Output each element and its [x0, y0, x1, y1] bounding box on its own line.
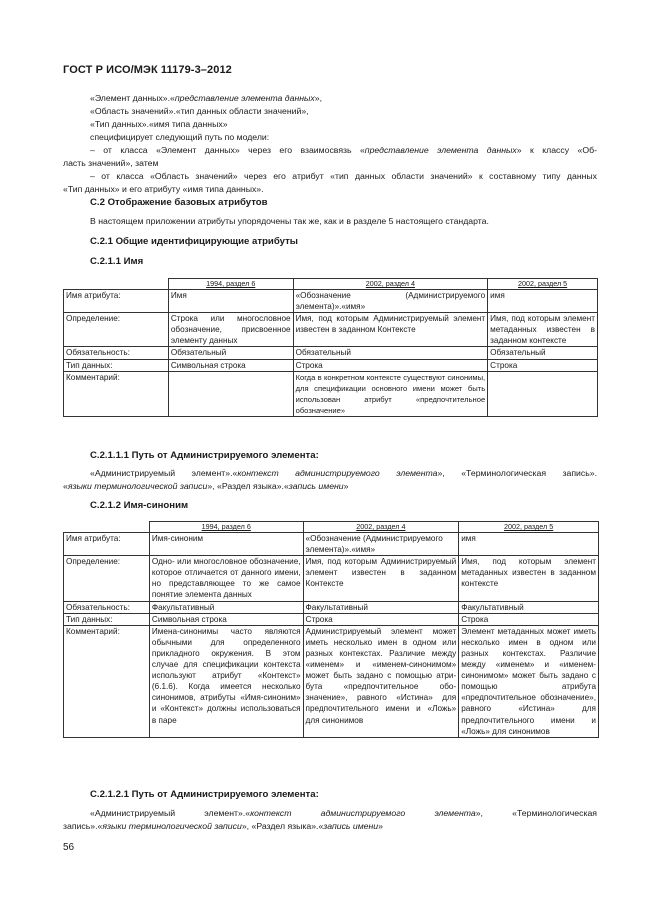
table-cell: Строка: [459, 613, 599, 625]
table-row: [64, 625, 599, 737]
table-cell: Обязательный: [293, 347, 488, 359]
table-row: [64, 556, 599, 601]
row-label: Комментарий:: [64, 371, 169, 416]
section-text-c2111: [63, 467, 597, 493]
table-row: [64, 359, 598, 371]
table-cell: Строка или многословное обозначение, присвоенное элементу данных: [168, 313, 293, 347]
table-cell: Символьная строка: [149, 613, 303, 625]
table-cell: Строка: [303, 613, 459, 625]
section-title-c2111: С.2.1.1.1 Путь от Администрируемого элемента:: [90, 450, 319, 461]
path-line: «Администрируемый элемент».«контекст администрируемого элемента», «Терминологическая запись».: [90, 468, 597, 478]
column-header: 2002, раздел 4: [303, 522, 459, 533]
table-cell: Имя, под которым Администрируемый элемент известен в заданном Контексте: [303, 556, 459, 601]
page-number: 56: [63, 842, 75, 853]
document-header: ГОСТ Р ИСО/МЭК 11179-3–2012: [63, 64, 232, 76]
intro-block: [63, 92, 597, 196]
table-row: [64, 371, 598, 416]
intro-line: «Элемент данных».«представление элемента данных»,: [90, 93, 322, 103]
table-cell: Администрируемый элемент может иметь несколько имен в одном или разных контекстах. Различие между «именем» и «именем-синонимом» может быть задано с помощью атрибута «предпочтительное обозначение», равного «Истина» для предпочтительного имени и «Ложь» для синонимов: [303, 625, 459, 737]
column-header: 1994, раздел 6: [168, 279, 293, 290]
table-cell: Факультативный: [149, 601, 303, 613]
table-cell: имя: [459, 533, 599, 556]
section-title-c21: С.2.1 Общие идентифицирующие атрибуты: [90, 236, 298, 247]
intro-line: – от класса «Область значений» через его атрибут «тип данных области значений» к составному типу данных: [90, 171, 597, 181]
table-cell: Символьная строка: [168, 359, 293, 371]
intro-line: «Область значений».«тип данных области значений»,: [90, 106, 309, 116]
table-row: [64, 613, 599, 625]
table-cell: Имя, под которым Администрируемый элемент известен в заданном Контексте: [293, 313, 488, 347]
row-label: Тип данных:: [64, 359, 169, 371]
intro-line: ласть значений», затем: [63, 158, 159, 168]
intro-line: «Тип данных».«имя типа данных»: [90, 119, 228, 129]
table-row: [64, 533, 599, 556]
table-cell: Одно- или многословное обозначение, которое отличается от данного имени, но представляющее то же самое понятие элемента данных: [149, 556, 303, 601]
column-header: 1994, раздел 6: [149, 522, 303, 533]
table-cell: Имя, под которым элемент метаданных известен в заданном контексте: [459, 556, 599, 601]
table-corner-cell: [64, 279, 169, 290]
path-line: «Администрируемый элемент».«контекст администрируемого элемента», «Терминологическая: [90, 808, 597, 818]
table-synonym-attributes: [63, 521, 599, 738]
table-cell: Строка: [488, 359, 598, 371]
table-cell: [488, 371, 598, 416]
column-header: 2002, раздел 5: [459, 522, 599, 533]
table-cell: имя: [488, 290, 598, 313]
table-cell: «Обозначение (Администрируемого элемента)».«имя»: [303, 533, 459, 556]
row-label: Определение:: [64, 313, 169, 347]
table-cell: [168, 371, 293, 416]
table-cell: Когда в конкретном контексте существуют синонимы, для спецификации основного имени может быть использован атрибут «предпочтительное обозначение»: [293, 371, 488, 416]
table-cell: Элемент метаданных может иметь несколько имен в одном или разных контекстах. Различие между «именем» и «именем-синонимом» может быть задано с помощью атрибута «предпочтительное обозначение», равного «Истина» для предпочтительного имени и «Ложь» для синонимов: [459, 625, 599, 737]
table-cell: Обязательный: [488, 347, 598, 359]
table-row: [64, 347, 598, 359]
table-cell: Имя, под которым элемент метаданных известен в заданном контексте: [488, 313, 598, 347]
table-cell: «Обозначение (Администрируемого элемента)».«имя»: [293, 290, 488, 313]
table-cell: Имя: [168, 290, 293, 313]
path-line: «языки терминологической записи», «Раздел языка».«запись имени»: [63, 481, 349, 491]
table-row: [64, 290, 598, 313]
table-cell: Факультативный: [459, 601, 599, 613]
table-cell: Обязательный: [168, 347, 293, 359]
table-row: [64, 313, 598, 347]
table-cell: Имена-синонимы часто являются обычными для определенного прикладного окружения. В этом случае для спецификации контекста используют атрибут «Контекст» (6.1.6). Когда имеется несколько синонимов, атрибуты «Имя-синоним» и «Контекст» должны использоваться в паре: [149, 625, 303, 737]
row-label: Имя атрибута:: [64, 533, 150, 556]
row-label: Тип данных:: [64, 613, 150, 625]
section-text-c2: В настоящем приложении атрибуты упорядочены так же, как и в разделе 5 настоящего стандарта.: [90, 216, 489, 226]
table-header-row: [64, 279, 598, 290]
table-cell: Факультативный: [303, 601, 459, 613]
row-label: Комментарий:: [64, 625, 150, 737]
table-corner-cell: [64, 522, 150, 533]
table-row: [64, 601, 599, 613]
section-title-c2121: С.2.1.2.1 Путь от Администрируемого элемента:: [90, 789, 319, 800]
section-title-c211: С.2.1.1 Имя: [90, 256, 144, 267]
row-label: Определение:: [64, 556, 150, 601]
table-name-attributes: [63, 278, 598, 417]
section-title-c2: С.2 Отображение базовых атрибутов: [90, 197, 268, 208]
path-line: запись».«языки терминологической записи», «Раздел языка».«запись имени»: [63, 821, 383, 831]
intro-line: специфицирует следующий путь по модели:: [90, 132, 270, 142]
table-header-row: [64, 522, 599, 533]
column-header: 2002, раздел 4: [293, 279, 488, 290]
intro-line: «Тип данных» и его атрибуту «имя типа данных».: [63, 184, 264, 194]
row-label: Обязательность:: [64, 347, 169, 359]
row-label: Обязательность:: [64, 601, 150, 613]
column-header: 2002, раздел 5: [488, 279, 598, 290]
section-title-c212: С.2.1.2 Имя-синоним: [90, 500, 189, 511]
section-text-c2121: [63, 807, 597, 833]
row-label: Имя атрибута:: [64, 290, 169, 313]
intro-line: – от класса «Элемент данных» через его взаимосвязь «представление элемента данных» к классу «Об-: [90, 145, 597, 155]
table-cell: Строка: [293, 359, 488, 371]
table-cell: Имя-синоним: [149, 533, 303, 556]
